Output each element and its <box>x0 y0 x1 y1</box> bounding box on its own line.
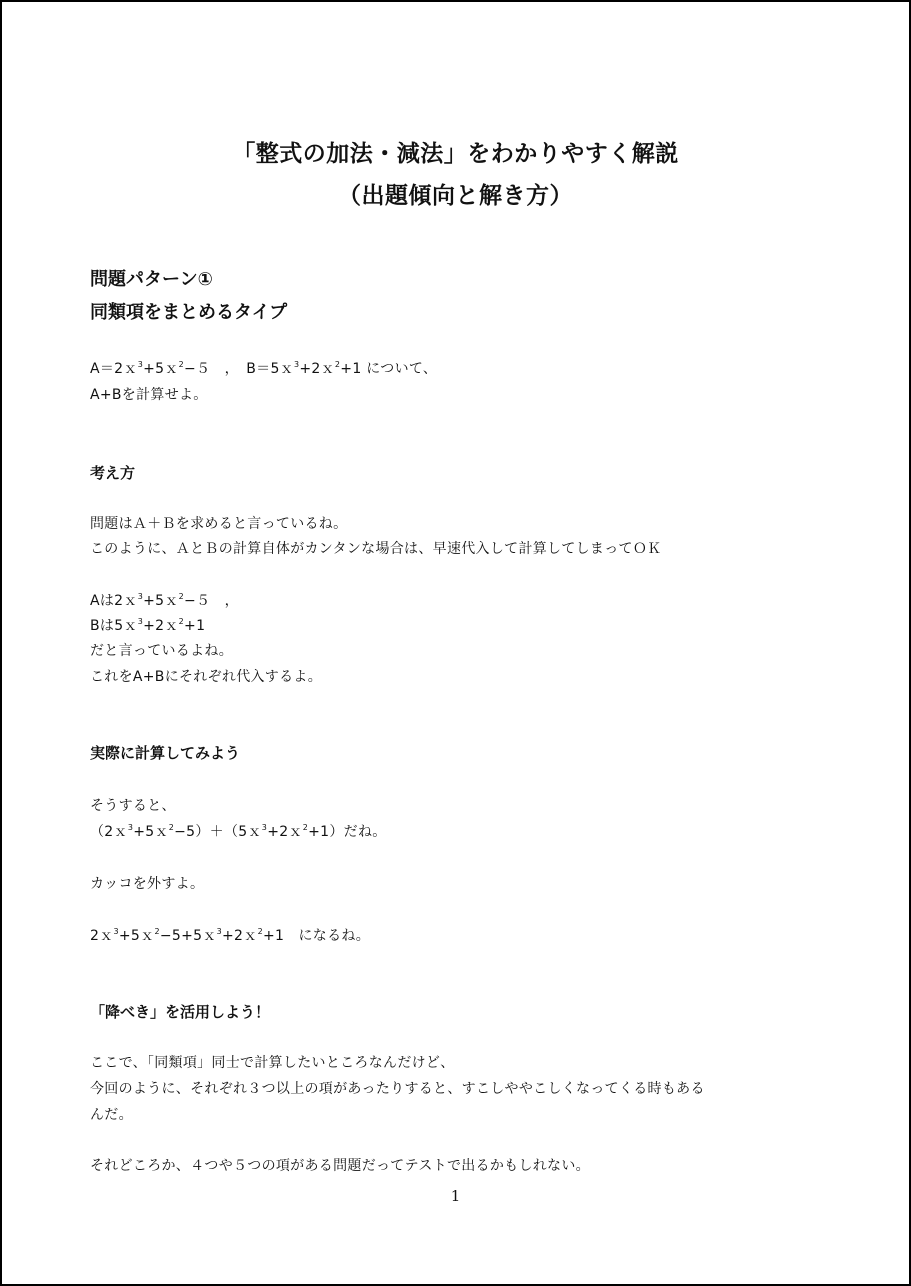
document-title-line-1: 「整式の加法・減法」をわかりやすく解説 <box>232 141 679 167</box>
problem-statement-line-2: A+Bを計算せよ。 <box>90 387 208 403</box>
calc-expression-1: （2ｘ$^3$+5ｘ$^2$−5）＋（5ｘ$^3$+2ｘ$^2$+1）だね。 <box>90 823 387 840</box>
thinking-paragraph-2: このように、ＡとＢの計算自体がカンタンな場合は、早速代入して計算してしまってＯＫ <box>90 541 662 557</box>
thinking-paragraph-1: 問題はＡ＋Ｂを求めると言っているね。 <box>90 516 348 532</box>
pattern-subheading: 同類項をまとめるタイプ <box>90 302 288 323</box>
document-title-line-2: （出題傾向と解き方） <box>338 183 573 209</box>
power-paragraph-3: それどころか、４つや５つの項がある問題だってテストで出るかもしれない。 <box>90 1158 590 1174</box>
page-number: 1 <box>450 1187 461 1205</box>
power-paragraph-2b: んだ。 <box>90 1107 133 1123</box>
power-heading: 「降べき」を活用しよう！ <box>90 1003 271 1021</box>
a-definition-line: Aは2ｘ$^3$+5ｘ$^2$−５ ， <box>90 592 239 609</box>
calc-paragraph-2: カッコを外すよ。 <box>90 876 205 892</box>
calc-paragraph-1: そうすると、 <box>90 798 176 814</box>
thinking-paragraph-4: これをA+Bにそれぞれ代入するよ。 <box>90 669 323 685</box>
thinking-paragraph-3: だと言っているよね。 <box>90 643 233 659</box>
thinking-heading: 考え方 <box>90 464 136 482</box>
problem-statement-line-1: A＝2ｘ$^3$+5ｘ$^2$−５ ， B＝5ｘ$^3$+2ｘ$^2$+1 について、 <box>90 360 438 377</box>
calc-expression-2: 2ｘ$^3$+5ｘ$^2$−5+5ｘ$^3$+2ｘ$^2$+1 になるね。 <box>90 927 370 944</box>
pattern-heading: 問題パターン① <box>90 269 213 290</box>
b-definition-line: Bは5ｘ$^3$+2ｘ$^2$+1 <box>90 617 206 634</box>
power-paragraph-1: ここで、「同類項」同士で計算したいところなんだけど、 <box>90 1055 455 1071</box>
calc-heading: 実際に計算してみよう <box>90 744 241 762</box>
power-paragraph-2a: 今回のように、それぞれ３つ以上の項があったりすると、すこしややこしくなってくる時もある <box>90 1081 705 1097</box>
